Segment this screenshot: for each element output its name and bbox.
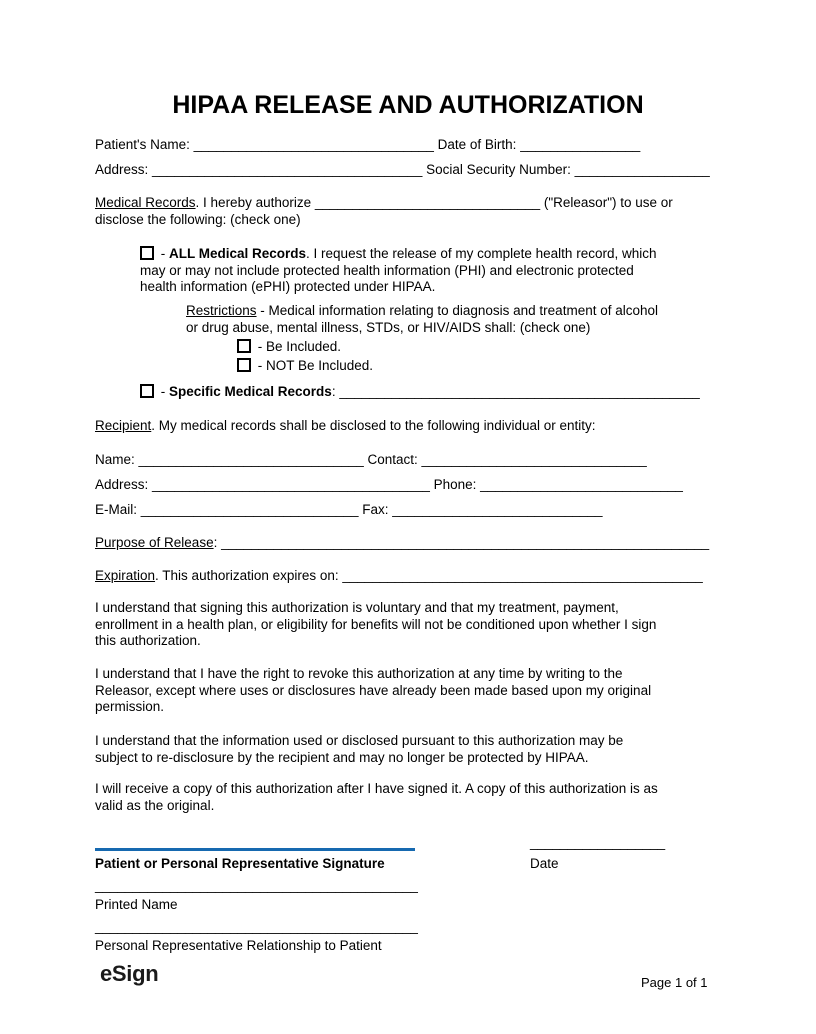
date-blank[interactable]: __________________ [530, 835, 666, 850]
specific-records-colon: : [331, 384, 340, 399]
releasor-blank[interactable]: ______________________________ [314, 195, 541, 210]
medical-records-intro: . I hereby authorize [195, 195, 315, 210]
signature-field-line[interactable] [95, 848, 415, 851]
restrictions-heading: Restrictions [186, 303, 257, 318]
recipient-tail: . My medical records shall be disclosed to the following individual or entity: [151, 418, 596, 433]
recipient-heading: Recipient [95, 418, 152, 433]
paragraph-line: valid as the original. [95, 797, 215, 813]
medical-records-section [95, 195, 673, 228]
be-included-checkbox[interactable] [237, 339, 251, 353]
paragraph-line: I understand that I have the right to revoke this authorization at any time by writing to the [95, 666, 623, 681]
printed-name-blank[interactable]: ___________________________________________ [95, 878, 418, 893]
recipient-email-label: E-Mail: [95, 502, 141, 517]
date-label: Date [530, 856, 559, 871]
esign-logo: eSign [100, 961, 159, 986]
page-title: HIPAA RELEASE AND AUTHORIZATION [172, 91, 644, 119]
ssn-blank[interactable]: __________________ [574, 162, 710, 177]
expiration-text: . This authorization expires on: [155, 568, 343, 583]
paragraph-copy [95, 781, 658, 814]
all-records-tail: . I request the release of my complete health record, which [306, 246, 657, 261]
relationship-label: Personal Representative Relationship to Patient [95, 938, 382, 953]
recipient-contact-label: Contact: [363, 452, 422, 467]
purpose-colon: : [213, 535, 222, 550]
expiration-blank[interactable]: ________________________________________________ [342, 568, 703, 583]
recipient-address-label: Address: [95, 477, 153, 492]
address-label: Address: [95, 162, 153, 177]
option-be-included [237, 339, 341, 356]
patient-name-label: Patient's Name: [95, 137, 194, 152]
recipient-contact-blank[interactable]: ______________________________ [421, 452, 647, 467]
restrictions-section [186, 303, 658, 336]
paragraph-line: enrollment in a health plan, or eligibility for benefits will not be conditioned upon whether I sign [95, 616, 657, 632]
signature-label: Patient or Personal Representative Signature [95, 856, 385, 871]
printed-name-label: Printed Name [95, 897, 178, 912]
purpose-blank[interactable]: _________________________________________________________________ [221, 535, 710, 550]
address-row [95, 162, 710, 179]
address-blank[interactable]: ____________________________________ [152, 162, 423, 177]
restrictions-line2: or drug abuse, mental illness, STDs, or HIV/AIDS shall: (check one) [186, 319, 591, 335]
paragraph-redisclosure [95, 733, 623, 766]
purpose-heading: Purpose of Release [95, 535, 214, 550]
recipient-address-blank[interactable]: _____________________________________ [152, 477, 430, 492]
specific-records-label: Specific Medical Records [169, 384, 332, 399]
be-included-label: - Be Included. [254, 339, 342, 354]
expiration-row [95, 568, 703, 585]
purpose-of-release-row [95, 535, 709, 552]
all-records-label: ALL Medical Records [169, 246, 307, 261]
all-records-line1 [140, 246, 656, 263]
page-number: Page 1 of 1 [641, 975, 708, 990]
paragraph-line: I will receive a copy of this authorization after I have signed it. A copy of this authorization is as [95, 781, 658, 796]
not-be-included-checkbox[interactable] [237, 358, 251, 372]
patient-name-blank[interactable]: ________________________________ [193, 137, 434, 152]
relationship-blank[interactable]: ___________________________________________ [95, 919, 418, 934]
paragraph-line: Releasor, except where uses or disclosures have already been made based upon my original [95, 682, 652, 698]
paragraph-line: subject to re-disclosure by the recipient and may no longer be protected by HIPAA. [95, 749, 589, 765]
all-records-dash: - [157, 246, 169, 261]
patient-name-row [95, 137, 640, 154]
all-records-option [140, 246, 656, 296]
paragraph-voluntary [95, 600, 656, 650]
recipient-address-row [95, 477, 683, 494]
restrictions-tail: - Medical information relating to diagnosis and treatment of alcohol [256, 303, 658, 318]
not-be-included-label: - NOT Be Included. [254, 358, 374, 373]
option-not-be-included [237, 358, 373, 375]
medical-records-line1 [95, 195, 673, 212]
recipient-name-label: Name: [95, 452, 139, 467]
medical-records-tail: ("Releasor") to use or [540, 195, 673, 210]
restrictions-line1 [186, 303, 658, 320]
paragraph-line: permission. [95, 699, 165, 714]
specific-records-blank[interactable]: ________________________________________________ [339, 384, 700, 399]
dob-label: Date of Birth: [433, 137, 521, 152]
specific-records-option [140, 384, 700, 401]
expiration-heading: Expiration [95, 568, 156, 583]
all-records-line3: health information (ePHI) protected under HIPAA. [140, 279, 436, 294]
specific-records-dash: - [157, 384, 169, 399]
paragraph-line: I understand that the information used or disclosed pursuant to this authorization may be [95, 733, 624, 748]
recipient-phone-label: Phone: [429, 477, 481, 492]
recipient-section [95, 418, 596, 435]
all-records-checkbox[interactable] [140, 246, 154, 260]
recipient-name-blank[interactable]: ______________________________ [138, 452, 364, 467]
specific-records-checkbox[interactable] [140, 384, 154, 398]
recipient-email-row [95, 502, 603, 519]
medical-records-line2: disclose the following: (check one) [95, 211, 301, 227]
all-records-line2: may or may not include protected health information (PHI) and electronic protected [140, 262, 634, 278]
recipient-email-blank[interactable]: _____________________________ [140, 502, 359, 517]
paragraph-revoke [95, 666, 651, 716]
paragraph-line: I understand that signing this authorization is voluntary and that my treatment, payment, [95, 600, 619, 615]
recipient-phone-blank[interactable]: ___________________________ [480, 477, 683, 492]
recipient-fax-blank[interactable]: ____________________________ [392, 502, 603, 517]
dob-blank[interactable]: ________________ [520, 137, 641, 152]
recipient-fax-label: Fax: [358, 502, 393, 517]
paragraph-line: this authorization. [95, 633, 201, 648]
medical-records-heading: Medical Records [95, 195, 196, 210]
recipient-name-row [95, 452, 647, 469]
ssn-label: Social Security Number: [422, 162, 575, 177]
